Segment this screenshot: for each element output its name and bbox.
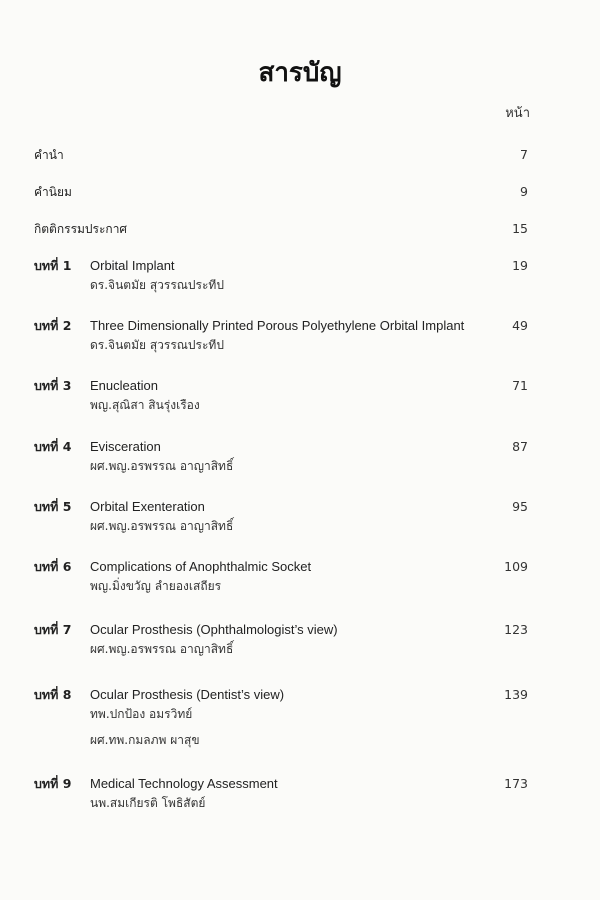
toc-chapter-9 bbox=[34, 775, 528, 813]
chapter-author: ผศ.ทพ.กมลภพ ผาสุข bbox=[90, 733, 200, 747]
chapter-title: Orbital Exenteration bbox=[90, 499, 205, 514]
chapter-label: บทที่ 1 bbox=[34, 258, 72, 273]
chapter-author: พญ.สุณิสา สินรุ่งเรือง bbox=[90, 398, 200, 412]
chapter-label: บทที่ 9 bbox=[34, 776, 72, 791]
toc-chapter-1 bbox=[34, 257, 528, 295]
chapter-label: บทที่ 4 bbox=[34, 439, 72, 454]
entry-label: คำนำ bbox=[34, 148, 64, 162]
chapter-page-number: 49 bbox=[512, 318, 528, 333]
chapter-title: Three Dimensionally Printed Porous Polyethylene Orbital Implant bbox=[90, 318, 465, 333]
chapter-label: บทที่ 7 bbox=[34, 622, 72, 637]
chapter-title: Enucleation bbox=[90, 378, 158, 393]
toc-entry-acknowledgements bbox=[34, 220, 528, 238]
entry-page-number: 15 bbox=[512, 221, 528, 236]
chapter-author: ผศ.พญ.อรพรรณ อาญาสิทธิ์ bbox=[90, 459, 234, 473]
chapter-title: Ocular Prosthesis (Ophthalmologist’s view) bbox=[90, 622, 338, 637]
chapter-page-number: 109 bbox=[504, 559, 528, 574]
toc-chapter-7 bbox=[34, 621, 528, 659]
toc-chapter-3 bbox=[34, 377, 528, 415]
chapter-author: นพ.สมเกียรติ โพธิสัตย์ bbox=[90, 796, 206, 810]
chapter-page-number: 95 bbox=[512, 499, 528, 514]
chapter-title: Ocular Prosthesis (Dentist’s view) bbox=[90, 687, 285, 702]
chapter-label: บทที่ 2 bbox=[34, 318, 72, 333]
chapter-author: ดร.จินตมัย สุวรรณประทีป bbox=[90, 338, 224, 352]
chapter-title: Orbital Implant bbox=[90, 258, 175, 273]
chapter-author: ผศ.พญ.อรพรรณ อาญาสิทธิ์ bbox=[90, 519, 234, 533]
chapter-page-number: 19 bbox=[512, 258, 528, 273]
chapter-page-number: 87 bbox=[512, 439, 528, 454]
chapter-title: Complications of Anophthalmic Socket bbox=[90, 559, 312, 574]
chapter-page-number: 71 bbox=[512, 378, 528, 393]
toc-chapter-4 bbox=[34, 438, 528, 476]
entry-page-number: 9 bbox=[520, 184, 528, 199]
chapter-page-number: 139 bbox=[504, 687, 528, 702]
chapter-author: ทพ.ปกป้อง อมรวิทย์ bbox=[90, 707, 193, 721]
toc-entry-foreword bbox=[34, 183, 528, 201]
toc-chapter-5 bbox=[34, 498, 528, 536]
toc-chapter-6 bbox=[34, 558, 528, 596]
chapter-author: ผศ.พญ.อรพรรณ อาญาสิทธิ์ bbox=[90, 642, 234, 656]
chapter-author: พญ.มิ่งขวัญ ลำยองเสถียร bbox=[90, 579, 222, 593]
chapter-label: บทที่ 5 bbox=[34, 499, 72, 514]
entry-label: กิตติกรรมประกาศ bbox=[34, 222, 128, 236]
toc-chapter-8 bbox=[34, 686, 528, 750]
chapter-label: บทที่ 6 bbox=[34, 559, 72, 574]
toc-chapter-2 bbox=[34, 317, 528, 355]
entry-page-number: 7 bbox=[520, 147, 528, 162]
chapter-label: บทที่ 3 bbox=[34, 378, 72, 393]
chapter-title: Evisceration bbox=[90, 439, 161, 454]
chapter-page-number: 173 bbox=[504, 776, 528, 791]
page-title: สารบัญ bbox=[258, 58, 342, 88]
chapter-author: ดร.จินตมัย สุวรรณประทีป bbox=[90, 278, 224, 292]
entry-label: คำนิยม bbox=[34, 185, 72, 199]
toc-entry-preface bbox=[34, 146, 528, 164]
chapter-page-number: 123 bbox=[504, 622, 528, 637]
chapter-label: บทที่ 8 bbox=[34, 687, 72, 702]
chapter-title: Medical Technology Assessment bbox=[90, 776, 278, 791]
page-column-label: หน้า bbox=[505, 106, 530, 121]
